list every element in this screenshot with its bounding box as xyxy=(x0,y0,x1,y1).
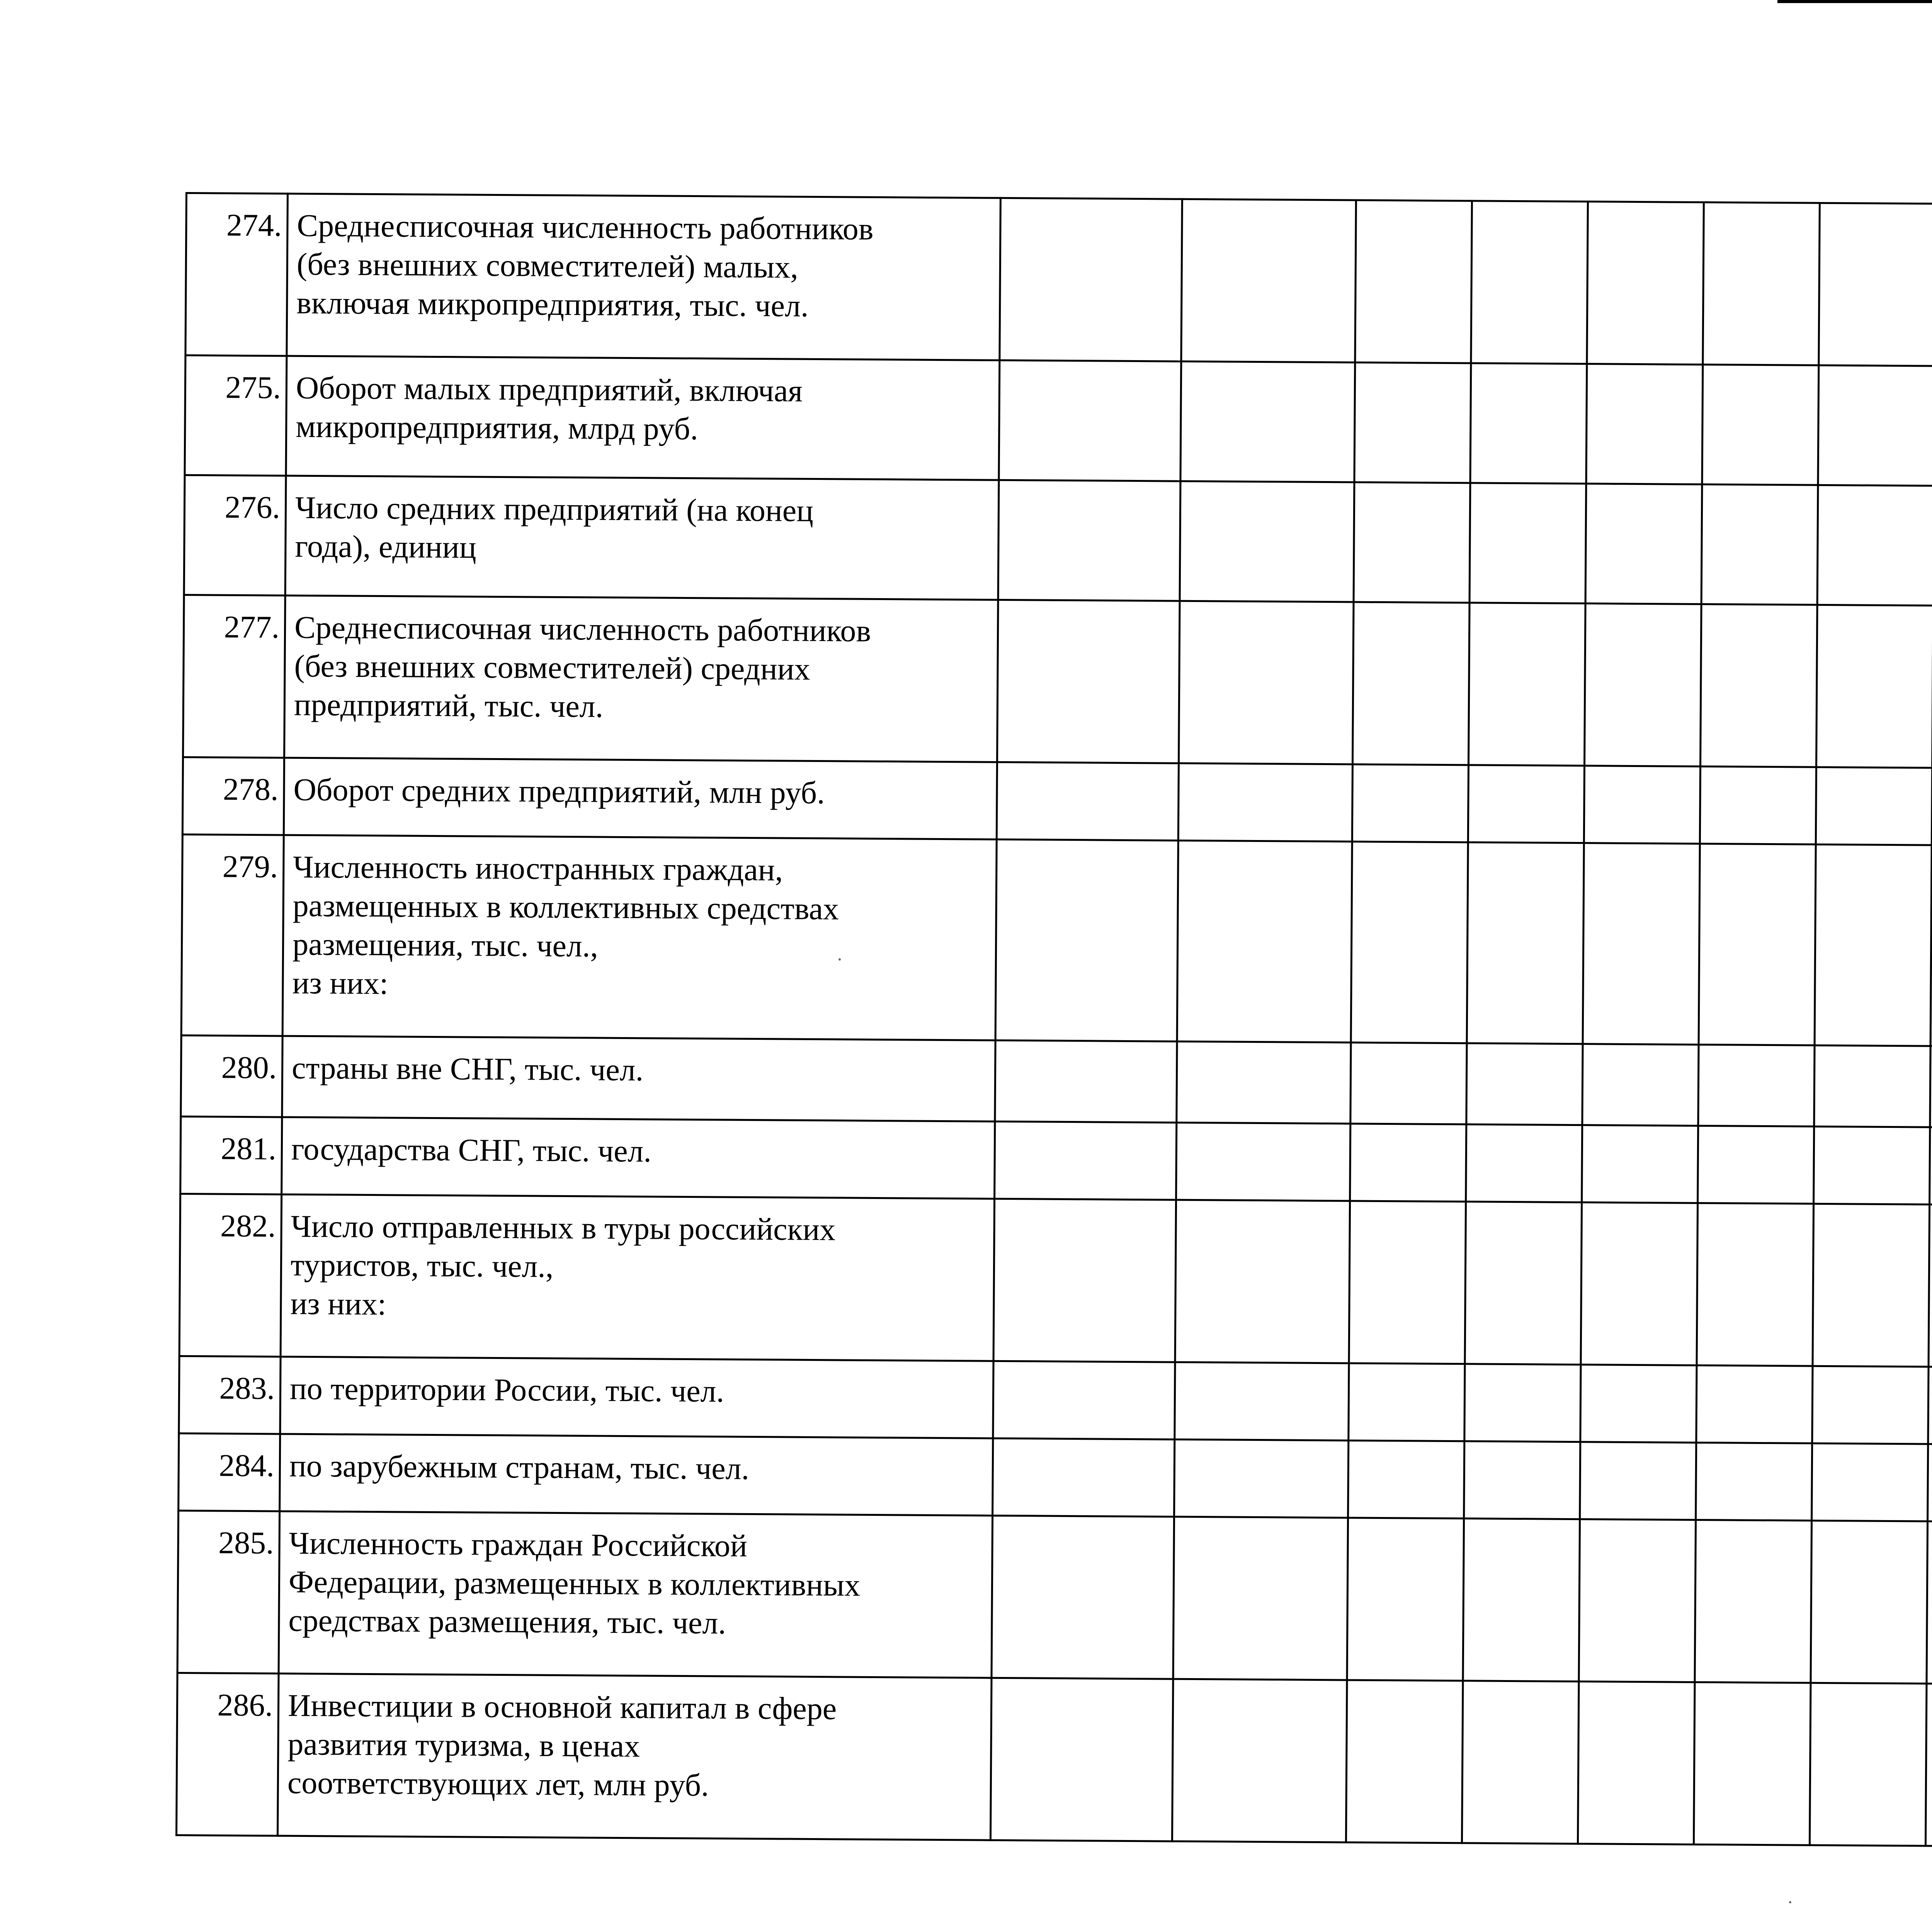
indicator-label: Число средних предприятий (на конец года), единиц xyxy=(285,476,999,600)
value-cell xyxy=(1353,602,1470,765)
value-cell xyxy=(1928,1367,1932,1445)
table-row xyxy=(184,475,1932,611)
scan-speck xyxy=(1789,1901,1791,1903)
value-cell xyxy=(1176,1122,1350,1201)
row-number: 284. xyxy=(179,1433,280,1511)
indicator-grid xyxy=(175,192,1932,1852)
table-row xyxy=(177,1673,1932,1851)
value-cell xyxy=(1351,842,1468,1043)
value-cell xyxy=(993,1199,1176,1362)
value-cell xyxy=(1579,1519,1696,1682)
value-cell xyxy=(1815,844,1932,1046)
value-cell xyxy=(1349,1363,1465,1441)
table-row xyxy=(183,595,1932,773)
value-cell xyxy=(995,839,1178,1041)
value-cell xyxy=(1703,202,1820,366)
row-number: 278. xyxy=(182,757,284,835)
value-cell xyxy=(1695,1520,1812,1683)
row-number: 279. xyxy=(181,834,284,1036)
scan-top-edge-line xyxy=(1777,0,1932,3)
value-cell xyxy=(1586,364,1703,485)
value-cell xyxy=(1469,483,1586,604)
value-cell xyxy=(1175,1200,1350,1363)
value-cell xyxy=(1466,1043,1583,1125)
value-cell xyxy=(1174,1439,1349,1518)
indicator-label: Инвестиции в основной капитал в сфере развития туризма, в ценах соответствующих лет, млн руб. xyxy=(278,1673,992,1840)
value-cell xyxy=(998,480,1180,601)
row-number: 277. xyxy=(183,595,286,758)
value-cell xyxy=(1814,1045,1930,1127)
value-cell xyxy=(1177,1041,1351,1124)
value-cell xyxy=(1818,365,1932,486)
value-cell xyxy=(1694,1682,1811,1845)
indicator-label: страны вне СНГ, тыс. чел. xyxy=(282,1036,995,1121)
value-cell xyxy=(1464,1364,1581,1442)
value-cell xyxy=(1467,842,1584,1044)
value-cell xyxy=(1697,1203,1814,1366)
row-number: 276. xyxy=(184,475,286,596)
value-cell xyxy=(1355,200,1472,363)
value-cell xyxy=(1816,767,1932,845)
value-cell xyxy=(1585,484,1702,604)
value-cell xyxy=(1172,1679,1347,1842)
value-cell xyxy=(1346,1680,1463,1843)
value-cell xyxy=(1811,1520,1928,1684)
row-number: 274. xyxy=(185,193,288,356)
value-cell xyxy=(1812,1366,1929,1444)
value-cell xyxy=(1350,1043,1467,1124)
value-cell xyxy=(1181,199,1356,362)
value-cell xyxy=(1580,1442,1696,1520)
indicator-label: Численность граждан Российской Федерации, размещенных в коллективных средствах размещения, тыс. чел. xyxy=(279,1511,993,1678)
value-cell xyxy=(995,1121,1177,1200)
value-cell xyxy=(1813,1204,1930,1367)
value-cell xyxy=(993,1361,1175,1439)
indicator-table xyxy=(175,192,1932,1851)
table-row xyxy=(177,1510,1932,1689)
value-cell xyxy=(1582,1125,1698,1203)
value-cell xyxy=(1471,201,1588,364)
table-row xyxy=(185,193,1932,372)
indicator-label: государства СНГ, тыс. чел. xyxy=(282,1117,995,1199)
value-cell xyxy=(997,762,1179,840)
value-cell xyxy=(1582,1044,1699,1126)
indicator-label: Среднесписочная численность работников (без внешних совместителей) средних предприятий, тыс. чел. xyxy=(284,595,998,762)
value-cell xyxy=(1925,1684,1932,1847)
value-cell xyxy=(1701,484,1818,605)
value-cell xyxy=(1584,604,1701,767)
value-cell xyxy=(1469,603,1586,766)
value-cell xyxy=(1810,1683,1927,1846)
row-number: 285. xyxy=(177,1510,280,1673)
indicator-label: по зарубежным странам, тыс. чел. xyxy=(280,1434,993,1515)
value-cell xyxy=(1352,764,1468,842)
value-cell xyxy=(1180,361,1355,482)
value-cell xyxy=(1702,364,1819,485)
value-cell xyxy=(1470,363,1587,484)
value-cell xyxy=(1584,766,1700,844)
value-cell xyxy=(1698,1126,1814,1204)
value-cell xyxy=(1698,1044,1815,1126)
value-cell xyxy=(1178,763,1352,842)
value-cell xyxy=(1587,202,1704,365)
value-cell xyxy=(1180,481,1354,602)
value-cell xyxy=(995,1040,1177,1122)
value-cell xyxy=(1173,1517,1348,1680)
value-cell xyxy=(1000,198,1182,361)
value-cell xyxy=(992,1515,1174,1679)
indicator-label: Оборот малых предприятий, включая микропредприятия, млрд руб. xyxy=(286,356,1000,480)
value-cell xyxy=(1177,840,1352,1043)
indicator-label: Среднесписочная численность работников (без внешних совместителей) малых, включая микропредприятия, тыс. чел. xyxy=(287,194,1001,360)
value-cell xyxy=(997,600,1180,763)
value-cell xyxy=(1583,843,1700,1045)
row-number: 275. xyxy=(185,355,287,476)
value-cell xyxy=(1348,1440,1464,1519)
value-cell xyxy=(1349,1201,1466,1364)
value-cell xyxy=(1700,766,1816,844)
indicator-label: Численность иностранных граждан, размещенных в коллективных средствах размещения, тыс. чел., из них: xyxy=(282,835,997,1040)
value-cell xyxy=(1463,1519,1580,1682)
value-cell xyxy=(1819,203,1932,366)
value-cell xyxy=(1816,605,1932,768)
row-number: 282. xyxy=(179,1194,282,1357)
value-cell xyxy=(1812,1443,1928,1521)
value-cell xyxy=(1350,1124,1466,1202)
value-cell xyxy=(1464,1441,1580,1519)
row-number: 280. xyxy=(181,1035,282,1117)
value-cell xyxy=(1462,1681,1579,1844)
value-cell xyxy=(1465,1202,1582,1365)
indicator-label: по территории России, тыс. чел. xyxy=(280,1357,993,1438)
value-cell xyxy=(1354,482,1470,603)
value-cell xyxy=(993,1438,1175,1517)
table-row xyxy=(181,834,1932,1051)
value-cell xyxy=(1354,362,1471,483)
value-cell xyxy=(1817,485,1932,605)
value-cell xyxy=(1927,1521,1932,1684)
value-cell xyxy=(1580,1365,1697,1443)
value-cell xyxy=(1581,1202,1698,1366)
value-cell xyxy=(990,1678,1173,1841)
row-number: 286. xyxy=(177,1673,279,1836)
indicator-label: Число отправленных в туры российских туристов, тыс. чел., из них: xyxy=(281,1194,995,1361)
value-cell xyxy=(1696,1365,1813,1443)
value-cell xyxy=(1578,1682,1695,1845)
value-cell xyxy=(1930,1046,1932,1128)
table-row xyxy=(185,355,1932,492)
value-cell xyxy=(1700,604,1817,767)
value-cell xyxy=(1179,601,1354,764)
value-cell xyxy=(1814,1126,1930,1204)
row-number: 283. xyxy=(179,1356,281,1434)
value-cell xyxy=(999,360,1181,481)
row-number: 281. xyxy=(180,1116,282,1194)
value-cell xyxy=(1699,844,1816,1045)
indicator-label: Оборот средних предприятий, млн руб. xyxy=(284,758,997,839)
value-cell xyxy=(1929,1204,1932,1367)
value-cell xyxy=(1466,1124,1582,1202)
value-cell xyxy=(1468,765,1584,843)
value-cell xyxy=(1347,1518,1464,1681)
value-cell xyxy=(1175,1362,1349,1440)
value-cell xyxy=(1930,1127,1932,1205)
table-row xyxy=(179,1194,1932,1372)
value-cell xyxy=(1928,1444,1932,1522)
value-cell xyxy=(1696,1442,1812,1520)
